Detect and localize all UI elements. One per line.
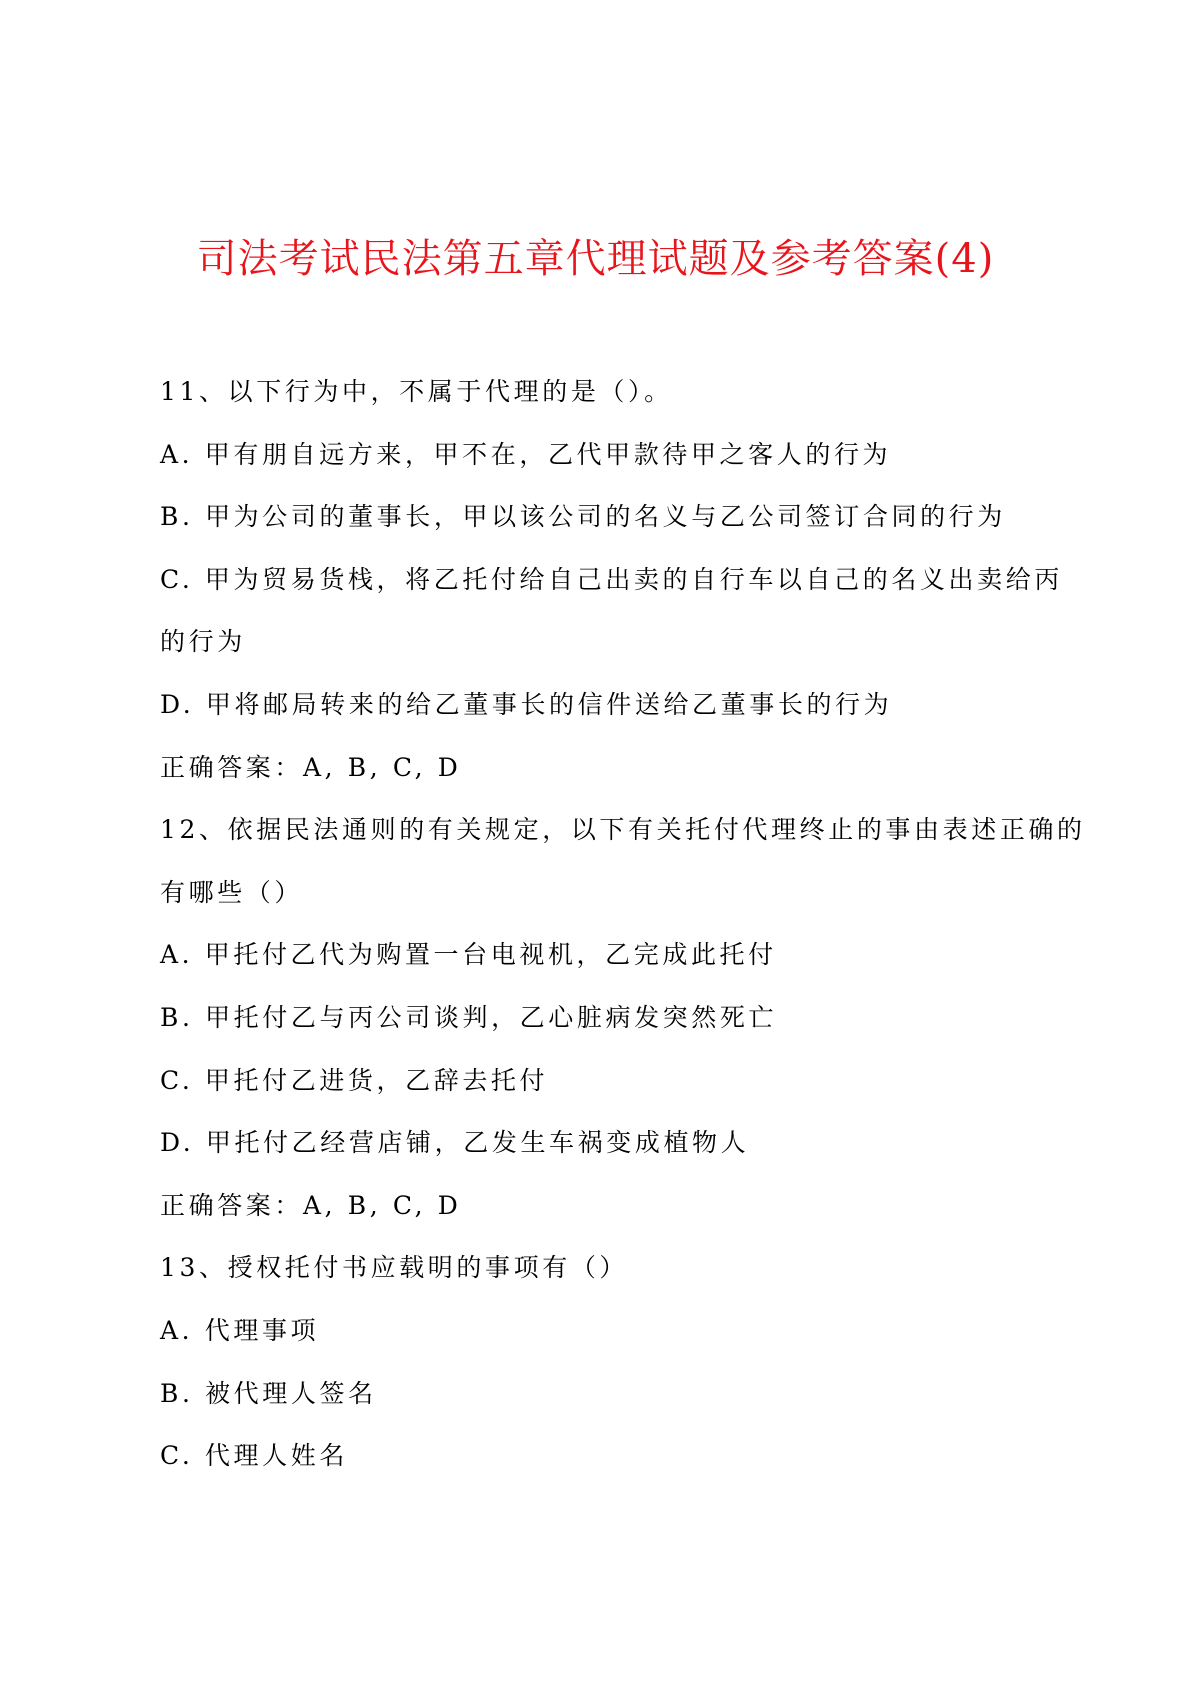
question-12-option-c: C. 甲托付乙进货，乙辞去托付 bbox=[160, 1065, 549, 1095]
document-title: 司法考试民法第五章代理试题及参考答案(4) bbox=[196, 236, 995, 282]
question-11-stem: 11、以下行为中，不属于代理的是（）。 bbox=[160, 377, 673, 406]
question-11-option-c-continued: 的行为 bbox=[160, 627, 246, 657]
question-12-stem: 12、依据民法通则的有关规定，以下有关托付代理终止的事由表述正确的 bbox=[160, 815, 1086, 845]
question-11-option-a: A. 甲有朋自远方来，甲不在，乙代甲款待甲之客人的行为 bbox=[160, 439, 892, 469]
question-12-stem-continued: 有哪些（） bbox=[160, 877, 304, 907]
question-12-option-b: B. 甲托付乙与丙公司谈判，乙心脏病发突然死亡 bbox=[160, 1002, 778, 1032]
question-13-stem: 13、授权托付书应载明的事项有（） bbox=[160, 1253, 629, 1283]
question-11-option-b: B. 甲为公司的董事长，甲以该公司的名义与乙公司签订合同的行为 bbox=[160, 502, 1006, 532]
question-13-option-b: B. 被代理人签名 bbox=[160, 1378, 377, 1408]
question-13-option-a: A. 代理事项 bbox=[160, 1315, 320, 1345]
document-body bbox=[160, 361, 1086, 1488]
question-11-option-c: C. 甲为贸易货栈，将乙托付给自己出卖的自行车以自己的名义出卖给丙 bbox=[160, 564, 1063, 594]
question-11-option-d: D. 甲将邮局转来的给乙董事长的信件送给乙董事长的行为 bbox=[160, 689, 893, 719]
question-12-option-d: D. 甲托付乙经营店铺，乙发生车祸变成植物人 bbox=[160, 1128, 750, 1158]
question-12-answer: 正确答案：A, B, C, D bbox=[160, 1190, 462, 1220]
question-12-option-a: A. 甲托付乙代为购置一台电视机，乙完成此托付 bbox=[160, 940, 777, 970]
question-11-answer: 正确答案：A, B, C, D bbox=[160, 752, 462, 782]
question-13-option-c: C. 代理人姓名 bbox=[160, 1441, 348, 1471]
